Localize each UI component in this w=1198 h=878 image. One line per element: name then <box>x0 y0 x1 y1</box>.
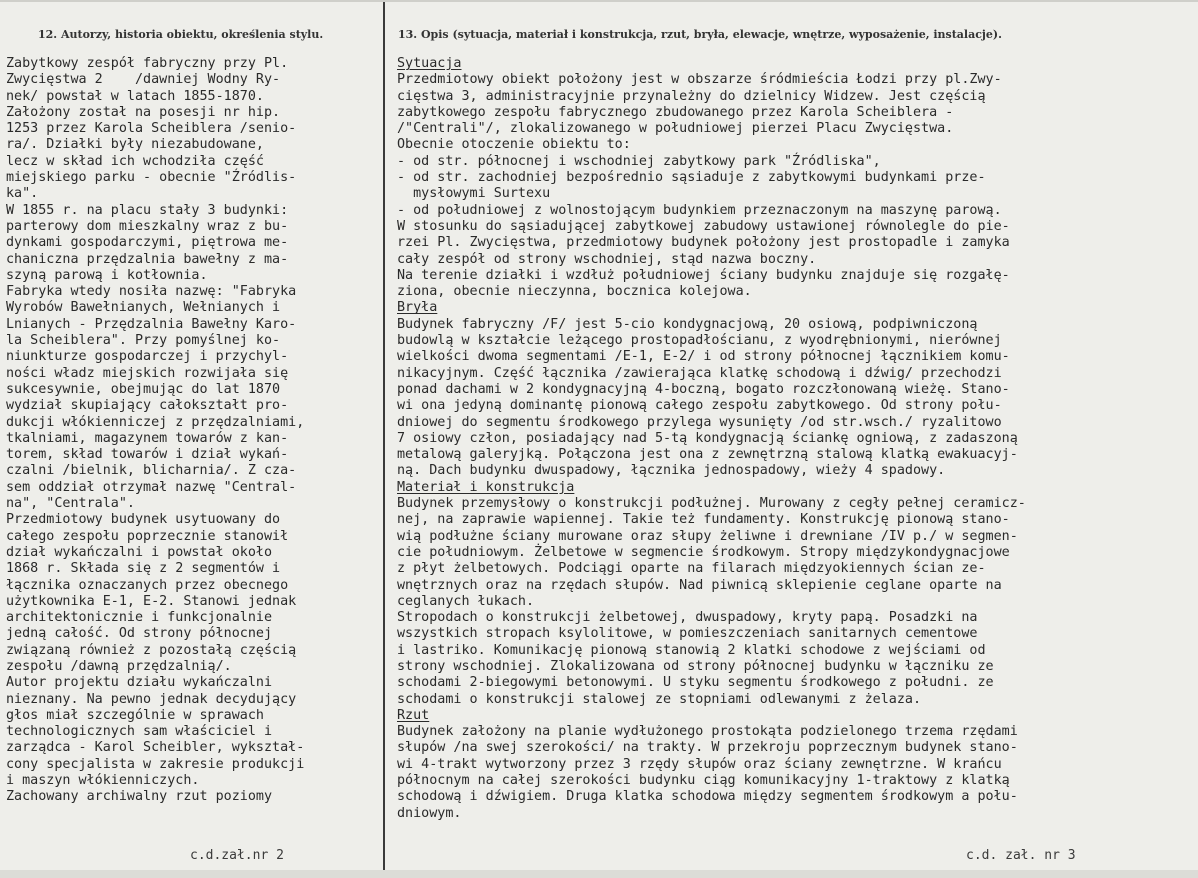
text-line: wi ona jedyną dominantę pionową całego zespołu zabytkowego. Od strony połu- <box>397 398 1002 414</box>
text-line: W stosunku do sąsiadującej zabytkowej zabudowy ustawionej równolegle do pie- <box>397 218 1010 234</box>
text-line: dniowej do segmentu środkowego przylega wysunięty /od str.wsch./ ryzalitowo <box>397 414 1002 430</box>
text-line: rzei Pl. Zwycięstwa, przedmiotowy budynek położony jest prostopadle i zamyka <box>397 235 1010 251</box>
text-line: Wyrobów Bawełnianych, Wełnianych i <box>6 300 281 316</box>
text-line: nikacyjnym. Część łącznika /zawierająca klatkę schodową i dźwig/ przechodzi <box>397 365 1002 381</box>
text-line: Fabryka wtedy nosiła nazwę: "Fabryka <box>6 284 297 300</box>
text-line: jedną całość. Od strony północnej <box>6 626 273 642</box>
history-column <box>6 56 382 806</box>
text-line: mysłowymi Surtexu <box>397 186 551 202</box>
text-line: wnętrznych oraz na rzędach słupów. Nad piwnicą sklepienie ceglane oparte na <box>397 577 1002 593</box>
text-line: dział wykańczalni i powstał około <box>6 544 273 560</box>
text-line: i lastriko. Komunikację pionową stanowią 2 klatki schodowe z wejściami od <box>397 642 986 658</box>
text-line: wszystkich stropach ksylolitowe, w pomieszczeniach sanitarnych cementowe <box>397 626 978 642</box>
section-heading: Sytuacja <box>397 56 462 71</box>
text-line: cały zespół od strony wschodniej, stąd nazwa boczny. <box>397 251 817 267</box>
text-line: ną. Dach budynku dwuspadowy, łącznika jednospadowy, wieży 4 spadowy. <box>397 463 946 479</box>
text-line: 7 osiowy człon, posiadający nad 5-tą kondygnacją ściankę ogniową, z zadaszoną <box>397 430 1018 446</box>
text-line: - od południowej z wolnostojącym budynkiem przeznaczonym na maszynę parową. <box>397 202 1002 218</box>
text-line: Na terenie działki i wzdłuż południowej ściany budynku znajduje się rozgałę- <box>397 267 1010 283</box>
text-line: dniowym. <box>397 805 462 821</box>
text-line: tkalniami, magazynem towarów z kan- <box>6 430 289 446</box>
text-line: cie południowym. Żelbetowe w segmencie środkowym. Stropy międzykondygnacjowe <box>397 544 1010 560</box>
section-heading: Rzut <box>397 707 430 723</box>
text-line: północnym na całej szerokości budynku ciąg komunikacyjny 1-traktowy z klatką <box>397 773 1010 789</box>
text-line: nej, na zaprawie wapiennej. Takie też fundamenty. Konstrukcję pionową stano- <box>397 512 1010 528</box>
text-line: i maszyn włókienniczych. <box>6 773 200 789</box>
text-line: schodową i dźwigiem. Druga klatka schodowa między segmentem środkowym a połu- <box>397 789 1018 805</box>
paper-bottom-edge <box>0 870 1198 878</box>
text-line: ności władz miejskich rozwijała się <box>6 365 289 381</box>
text-line: dynkami gospodarczymi, piętrowa me- <box>6 235 289 251</box>
text-line: słupów /na swej szerokości/ na trakty. W przekroju poprzecznym budynek stano- <box>397 740 1018 756</box>
text-line: 1868 r. Składa się z 2 segmentów i <box>6 561 281 577</box>
text-line: głos miał szczególnie w sprawach <box>6 707 264 723</box>
text-line: Przedmiotowy budynek usytuowany do <box>6 512 281 528</box>
text-line: chaniczna przędzalnia bawełny z ma- <box>6 251 289 267</box>
text-line: technologicznych sam właściciel i <box>6 724 273 740</box>
text-line: całego zespołu poprzecznie stanowił <box>6 528 289 544</box>
description-column <box>397 56 1192 822</box>
text-line: W 1855 r. na placu stały 3 budynki: <box>6 202 289 218</box>
text-line: - od str. zachodniej bezpośrednio sąsiaduje z zabytkowymi budynkami prze- <box>397 170 986 186</box>
column-divider <box>383 2 385 878</box>
text-line: Budynek założony na planie wydłużonego prostokąta podzielonego trzema rzędami <box>397 724 1018 740</box>
text-line: Budynek fabryczny /F/ jest 5-cio kondygnacjową, 20 osiową, podpiwniczoną <box>397 316 978 332</box>
text-line: sem oddział otrzymał nazwę "Central- <box>6 479 297 495</box>
text-line: z płyt żelbetowych. Podciągi oparte na filarach międzyokiennych ścian ze- <box>397 561 986 577</box>
text-line: ziona, obecnie nieczynna, bocznica kolejowa. <box>397 284 752 300</box>
text-line: ka". <box>6 186 39 202</box>
text-line: Zwycięstwa 2 /dawniej Wodny Ry- <box>6 72 281 88</box>
text-line: Lnianych - Przędzalnia Bawełny Karo- <box>6 316 297 332</box>
text-line: wydział skupiający całokształt pro- <box>6 398 289 414</box>
section-13-header: 13. Opis (sytuacja, materiał i konstrukcja, rzut, bryła, elewacje, wnętrze, wyposażenie, instalacje). <box>398 28 1002 41</box>
text-line: użytkownika E-1, E-2. Stanowi jednak <box>6 593 297 609</box>
text-line: zarządca - Karol Scheibler, wykształ- <box>6 740 305 756</box>
text-line: zabytkowego zespołu fabrycznego zbudowanego przez Karola Scheiblera - <box>397 104 954 120</box>
text-line: cony specjalista w zakresie produkcji <box>6 756 305 772</box>
text-line: Obecnie otoczenie obiektu to: <box>397 137 631 153</box>
text-line: schodami o konstrukcji stalowej ze stopniami odlewanymi z żelaza. <box>397 691 922 707</box>
text-line: na", "Centrala". <box>6 496 135 512</box>
text-line: czalni /bielnik, blicharnia/. Z cza- <box>6 463 297 479</box>
text-line: la Scheiblera". Przy pomyślnej ko- <box>6 333 281 349</box>
text-line: /"Centrali"/, zlokalizowanego w południowej pierzei Placu Zwycięstwa. <box>397 121 954 137</box>
section-heading: Materiał i konstrukcja <box>397 479 575 495</box>
text-line: - od str. północnej i wschodniej zabytkowy park "Źródliska", <box>397 153 881 169</box>
text-line: szyną parową i kotłownia. <box>6 267 208 283</box>
section-heading: Bryła <box>397 300 438 316</box>
text-line: strony wschodniej. Zlokalizowana od strony północnej budynku w łączniku ze <box>397 658 994 674</box>
text-line: Przedmiotowy obiekt położony jest w obszarze śródmieścia Łodzi przy pl.Zwy- <box>397 72 1002 88</box>
text-line: zespołu /dawną przędzalnią/. <box>6 658 232 674</box>
text-line: torem, skład towarów i dział wykań- <box>6 447 289 463</box>
right-footer-reference: c.d. zał. nr 3 <box>966 848 1076 863</box>
text-line: cięstwa 3, administracyjnie przynależny do dzielnicy Widzew. Jest częścią <box>397 88 986 104</box>
text-line: Autor projektu działu wykańczalni <box>6 675 273 691</box>
left-footer-reference: c.d.zał.nr 2 <box>190 848 284 863</box>
text-line: 1253 przez Karola Scheiblera /senio- <box>6 121 297 137</box>
text-line: Budynek przemysłowy o konstrukcji podłużnej. Murowany z cegły pełnej ceramicz- <box>397 496 1026 512</box>
text-line: ceglanych łukach. <box>397 593 535 609</box>
text-line: Zabytkowy zespół fabryczny przy Pl. <box>6 56 289 71</box>
text-line: lecz w skład ich wchodziła część <box>6 153 264 169</box>
text-line: wielkości dwoma segmentami /E-1, E-2/ i od strony północnej łącznikiem komu- <box>397 349 1010 365</box>
text-line: schodami 2-biegowymi betonowymi. U styku segmentu środkowego z południ. ze <box>397 675 994 691</box>
section-12-header: 12. Autorzy, historia obiektu, określenia stylu. <box>38 28 324 41</box>
text-line: łącznika oznaczanych przez obecnego <box>6 577 289 593</box>
text-line: architektonicznie i funkcjonalnie <box>6 610 273 626</box>
text-line: nek/ powstał w latach 1855-1870. <box>6 88 264 104</box>
text-line: dukcji włókienniczej z przędzalniami, <box>6 414 305 430</box>
text-line: parterowy dom mieszkalny wraz z bu- <box>6 218 289 234</box>
text-line: nieznany. Na pewno jednak decydujący <box>6 691 297 707</box>
text-line: budowlą w kształcie leżącego prostopadłościanu, z wyodrębnionymi, nierównej <box>397 333 1002 349</box>
text-line: Stropodach o konstrukcji żelbetowej, dwuspadowy, kryty papą. Posadzki na <box>397 610 978 626</box>
text-line: ra/. Działki były niezabudowane, <box>6 137 264 153</box>
text-line: metalową galeryjką. Połączona jest ona z zewnętrzną stalową klatką ewakuacyj- <box>397 447 1018 463</box>
text-line: wią podłużne ściany murowane oraz słupy żeliwne i drewniane /IV p./ w segmen- <box>397 528 1018 544</box>
text-line: związaną również z pozostałą częścią <box>6 642 297 658</box>
text-line: ponad dachami w 2 kondygnacyjną 4-boczną, bogato rozczłonowaną wieżę. Stano- <box>397 381 1010 397</box>
text-line: wi 4-trakt wytworzony przez 3 rzędy słupów oraz ściany zewnętrzne. W krańcu <box>397 756 1002 772</box>
text-line: sukcesywnie, obejmując do lat 1870 <box>6 381 281 397</box>
text-line: Zachowany archiwalny rzut poziomy <box>6 789 273 805</box>
text-line: miejskiego parku - obecnie "Źródlis- <box>6 170 297 186</box>
text-line: Założony został na posesji nr hip. <box>6 104 281 120</box>
text-line: niunkturze gospodarczej i przychyl- <box>6 349 289 365</box>
